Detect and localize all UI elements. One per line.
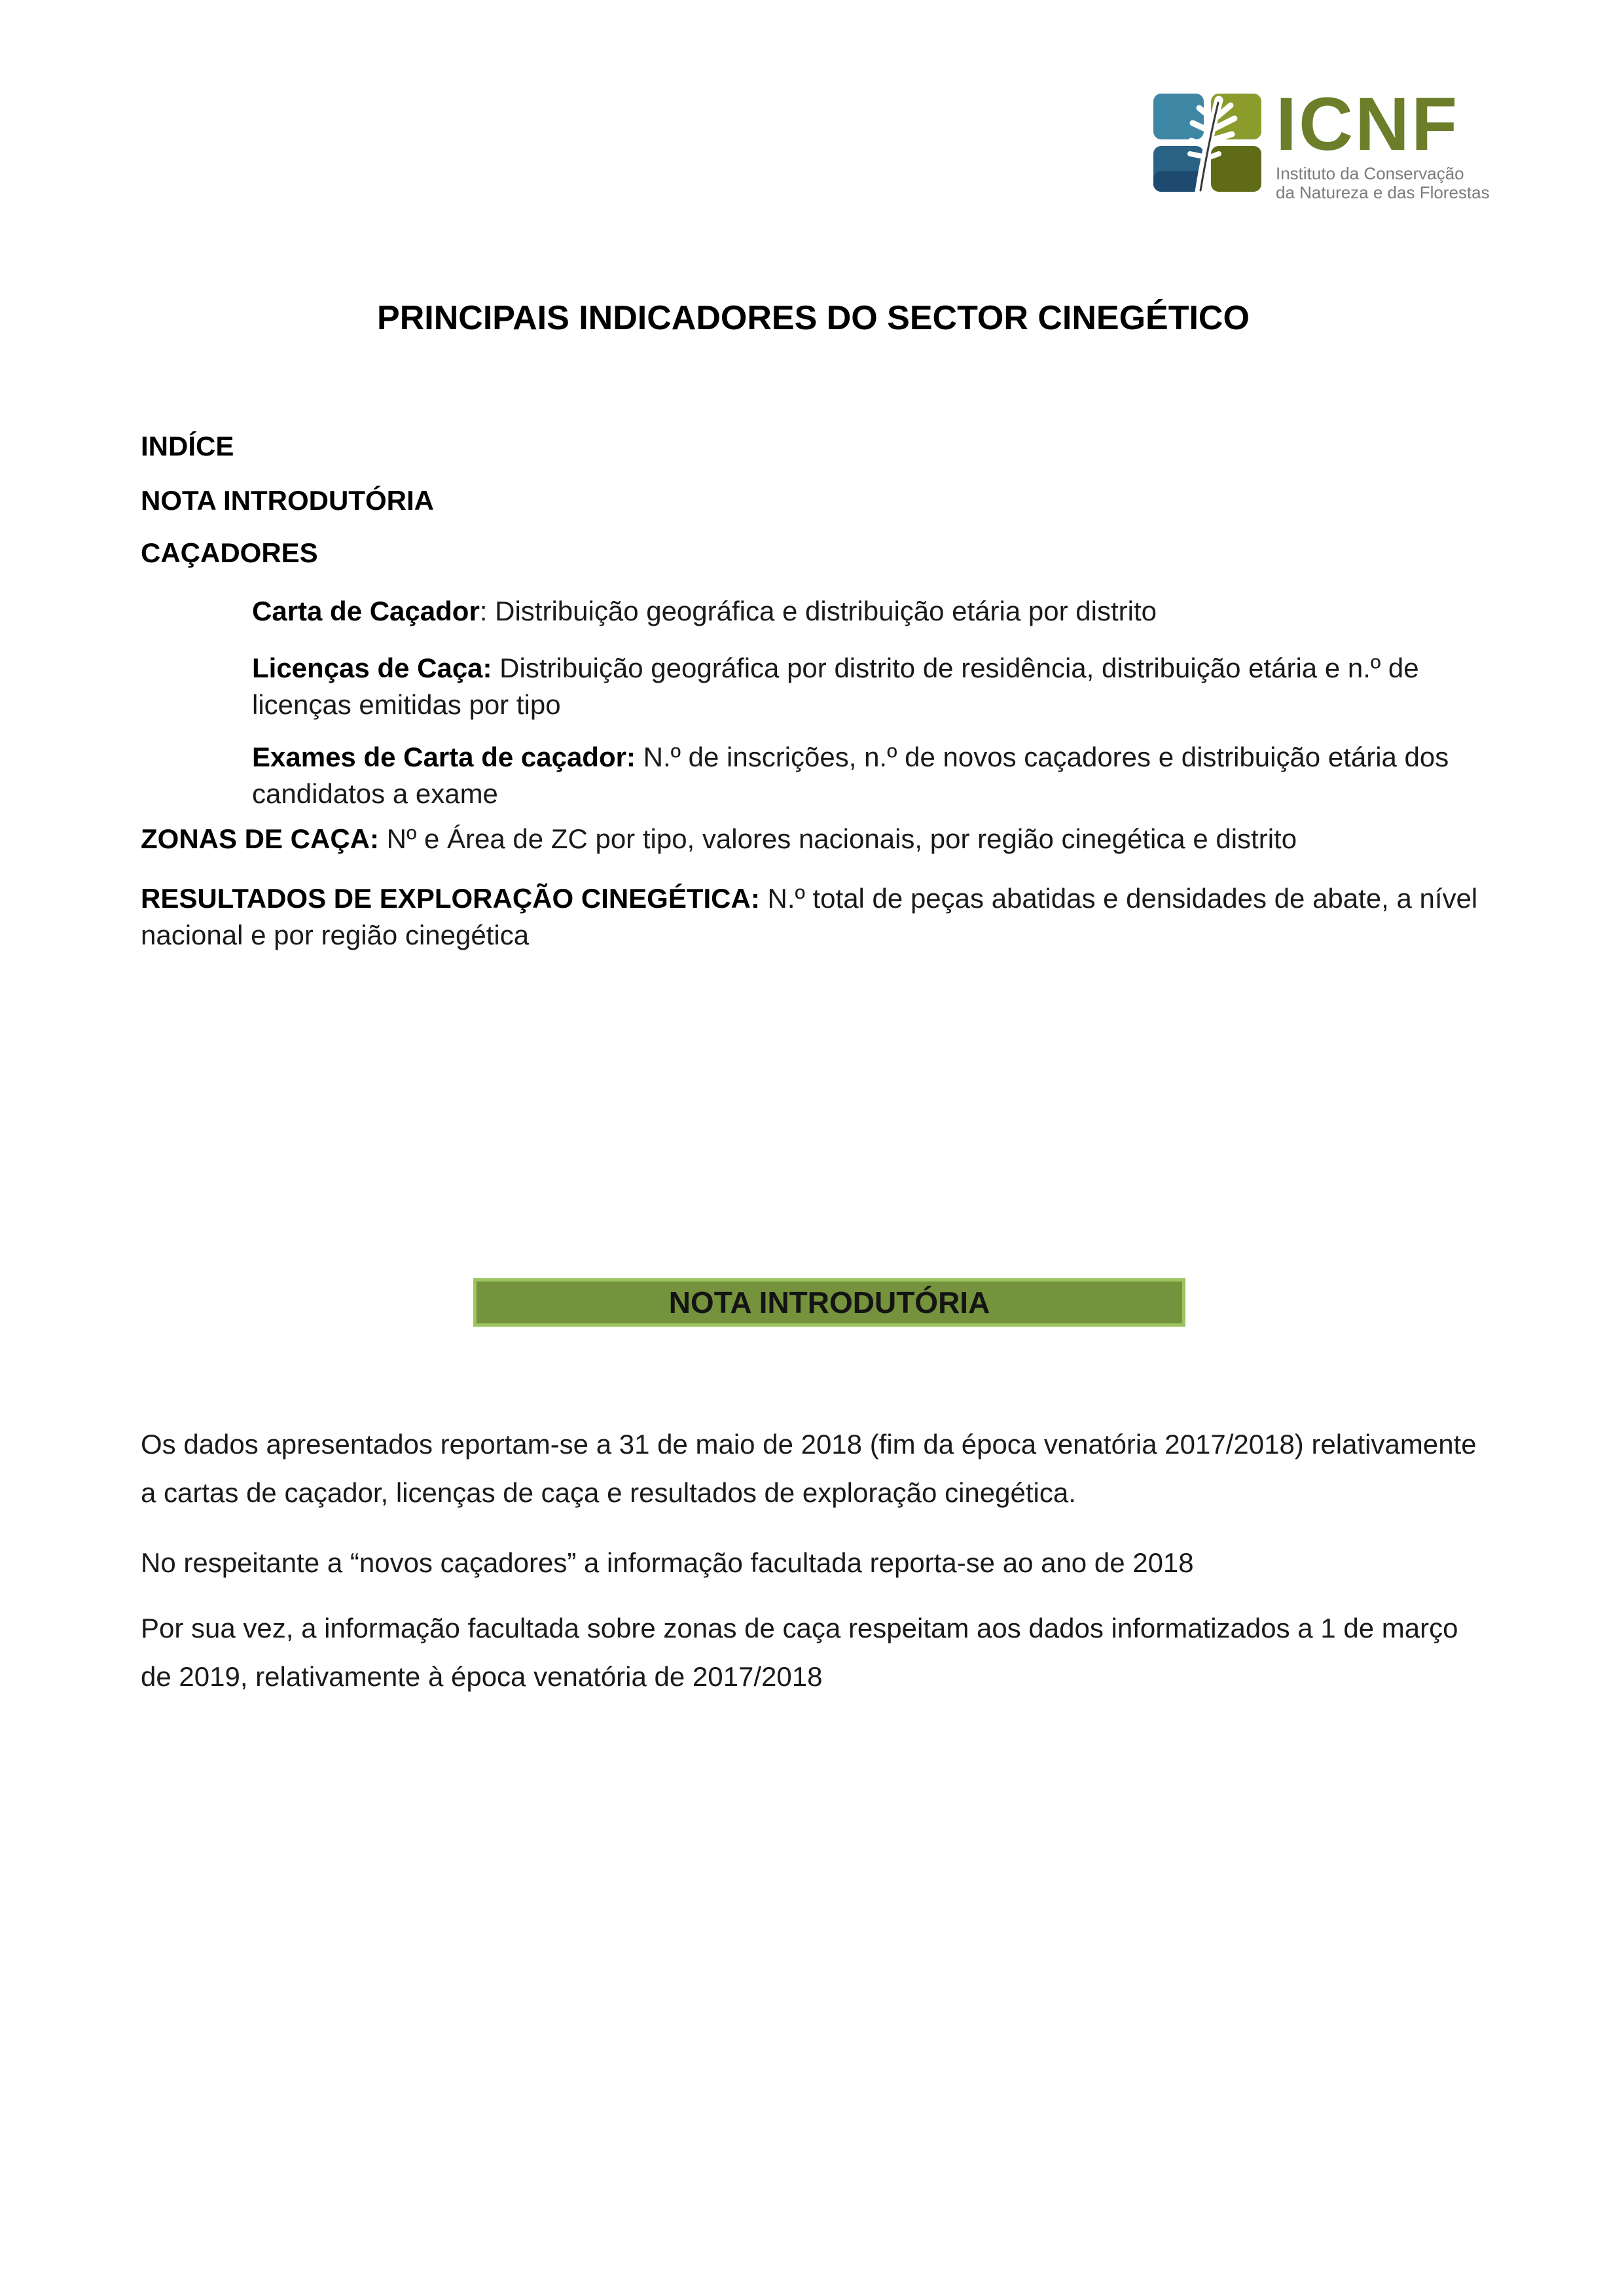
toc-item-text: N.º de inscrições, n.º de novos caçadores e distribuição etária dos candidatos a exame xyxy=(252,742,1449,809)
icnf-logo xyxy=(1153,82,1490,203)
logo-text-block xyxy=(1276,82,1490,203)
toc-item-text: N.º total de peças abatidas e densidades de abate, a nível nacional e por região cinegética xyxy=(141,883,1478,950)
logo-tagline xyxy=(1276,164,1490,202)
toc-heading-indice: INDÍCE xyxy=(141,431,234,461)
toc-item-text: Nº e Área de ZC por tipo, valores nacionais, por região cinegética e distrito xyxy=(379,823,1297,854)
banner-title: NOTA INTRODUTÓRIA xyxy=(668,1285,990,1319)
toc-item-zonas-de-caca xyxy=(141,821,1486,857)
paragraph-dados-reportam: Os dados apresentados reportam-se a 31 de maio de 2018 (fim da época venatória 2017/2018) relativamente a cartas de caçador, licenças de caça e resultados de exploração cinegética. xyxy=(141,1429,1477,1508)
toc-item-text: Distribuição geográfica por distrito de residência, distribuição etária e n.º de licenças emitidas por tipo xyxy=(252,653,1419,720)
paragraph-novos-cacadores: No respeitante a “novos caçadores” a informação facultada reporta-se ao ano de 2018 xyxy=(141,1547,1194,1578)
toc-item-carta-de-cacador xyxy=(252,593,1486,630)
tree-tiles-icon xyxy=(1153,94,1261,193)
toc-item-exames-carta-cacador xyxy=(252,739,1486,812)
toc-item-text: : Distribuição geográfica e distribuição etária por distrito xyxy=(479,596,1157,626)
toc-item-label: RESULTADOS DE EXPLORAÇÃO CINEGÉTICA: xyxy=(141,883,760,914)
toc-item-label: Licenças de Caça: xyxy=(252,653,492,683)
page-title: PRINCIPAIS INDICADORES DO SECTOR CINEGÉTICO xyxy=(377,299,1250,337)
toc-item-label: ZONAS DE CAÇA: xyxy=(141,823,379,854)
logo-tagline-line1: Instituto da Conservação xyxy=(1276,164,1464,184)
toc-item-licencas-de-caca xyxy=(252,650,1486,723)
logo-tagline-line2: da Natureza e das Florestas xyxy=(1276,183,1490,203)
toc-heading-nota-introdutoria: NOTA INTRODUTÓRIA xyxy=(141,485,434,516)
section-banner-nota-introdutoria xyxy=(473,1278,1185,1327)
icnf-logo-icon xyxy=(1153,94,1261,193)
toc-item-resultados-exploracao xyxy=(141,880,1486,954)
paragraph-zonas-de-caca: Por sua vez, a informação facultada sobre zonas de caça respeitam aos dados informatizados a 1 de março de 2019, relativamente à época venatória de 2017/2018 xyxy=(141,1613,1458,1692)
toc-item-label: Exames de Carta de caçador: xyxy=(252,742,636,772)
toc-item-label: Carta de Caçador xyxy=(252,596,480,626)
logo-acronym: ICNF xyxy=(1276,82,1460,166)
toc-heading-cacadores: CAÇADORES xyxy=(141,537,318,568)
